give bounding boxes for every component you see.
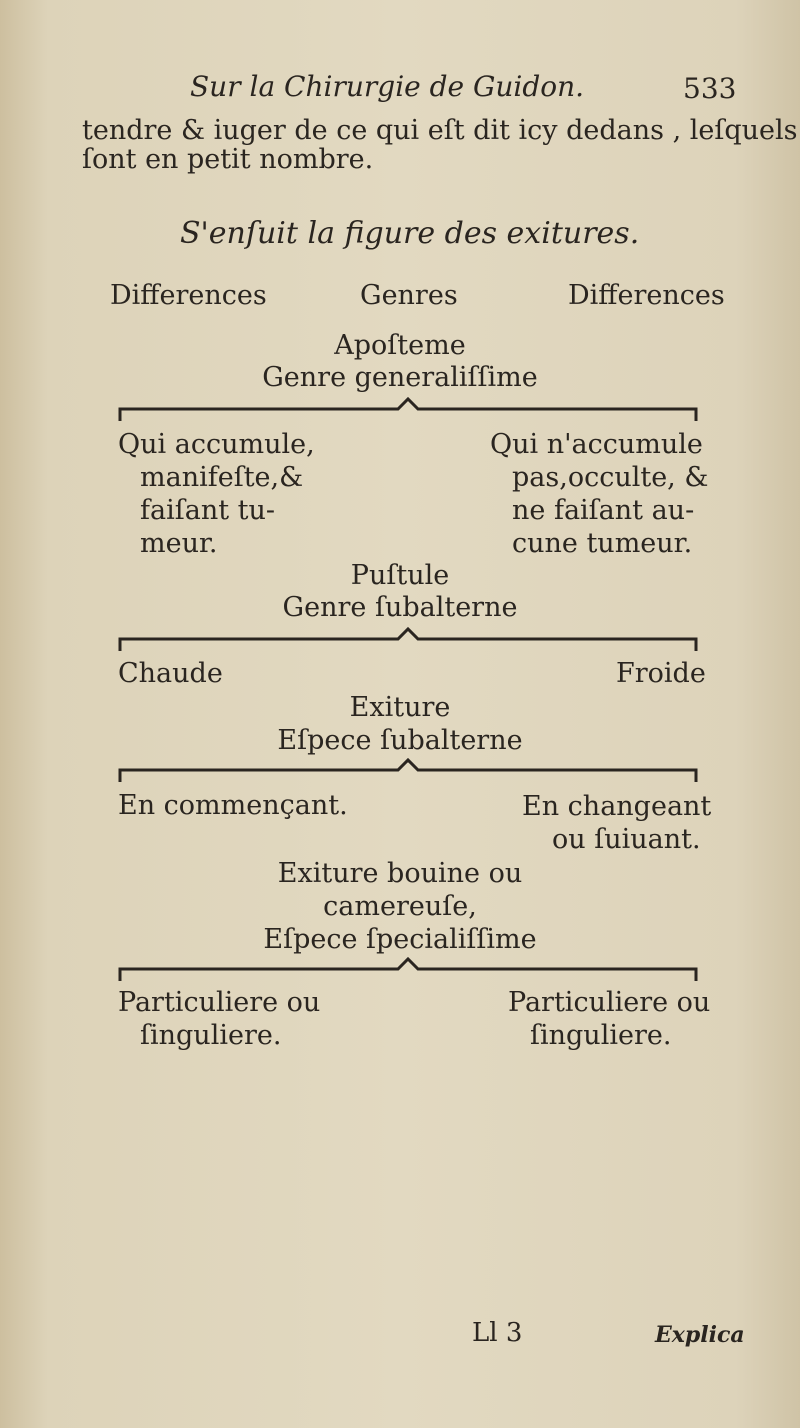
text-line: pas,occulte, &	[512, 462, 709, 493]
genus-camereuse: camereuſe,	[323, 891, 477, 922]
text-line: ou ſuiuant.	[552, 824, 701, 855]
brace-divider	[118, 627, 698, 655]
text-line: Particuliere ou	[508, 987, 711, 1018]
intro-line-1: tendre & iuger de ce qui eſt dit icy dedans , leſquels	[82, 115, 798, 146]
rank-espece-specialissime: Eſpece ſpecialiſſime	[263, 924, 537, 955]
genus-exiture: Exiture	[349, 692, 451, 723]
text-line: Qui accumule,	[118, 429, 315, 460]
genus-aposteme: Apoſteme	[334, 330, 466, 361]
text-line: Particuliere ou	[118, 987, 321, 1018]
page-number: 533	[683, 72, 737, 105]
text-line: En changeant	[522, 791, 712, 822]
text-line: meur.	[140, 528, 218, 559]
difference-left-4	[118, 986, 320, 1052]
text-line: ſinguliere.	[530, 1020, 672, 1051]
difference-right-4	[508, 986, 710, 1052]
figure-title: S'enſuit la figure des exitures.	[180, 216, 640, 251]
running-title: Sur la Chirurgie de Guidon.	[190, 70, 585, 103]
text-line: faiſant tu-	[140, 495, 275, 526]
genus-pustule: Puſtule	[350, 560, 450, 591]
column-header-left: Differences	[110, 280, 267, 311]
column-header-center: Genres	[360, 280, 458, 311]
catchword: Explica	[655, 1322, 745, 1348]
text-line: cune tumeur.	[512, 528, 693, 559]
difference-right-1	[490, 428, 708, 560]
difference-right-2: Froide	[616, 658, 706, 689]
rank-espece-subalterne: Eſpece ſubalterne	[277, 725, 523, 756]
rank-genre-subalterne: Genre ſubalterne	[282, 592, 518, 623]
difference-right-3	[522, 790, 711, 856]
text-line: manifeſte,&	[140, 462, 304, 493]
text-line: ne faiſant au-	[512, 495, 695, 526]
difference-left-2: Chaude	[118, 658, 223, 689]
genus-exiture-bouine: Exiture bouine ou	[277, 858, 523, 889]
rank-genre-generalissime: Genre generaliſſime	[262, 362, 538, 393]
brace-divider	[118, 397, 698, 425]
text-line: ſinguliere.	[140, 1020, 282, 1051]
signature-mark: Ll 3	[472, 1318, 523, 1348]
difference-left-1	[118, 428, 315, 560]
column-header-right: Differences	[568, 280, 725, 311]
intro-line-2: ſont en petit nombre.	[82, 144, 374, 175]
difference-left-3: En commençant.	[118, 790, 348, 821]
brace-divider	[118, 957, 698, 985]
brace-divider	[118, 758, 698, 786]
text-line: Qui n'accumule	[490, 429, 703, 460]
